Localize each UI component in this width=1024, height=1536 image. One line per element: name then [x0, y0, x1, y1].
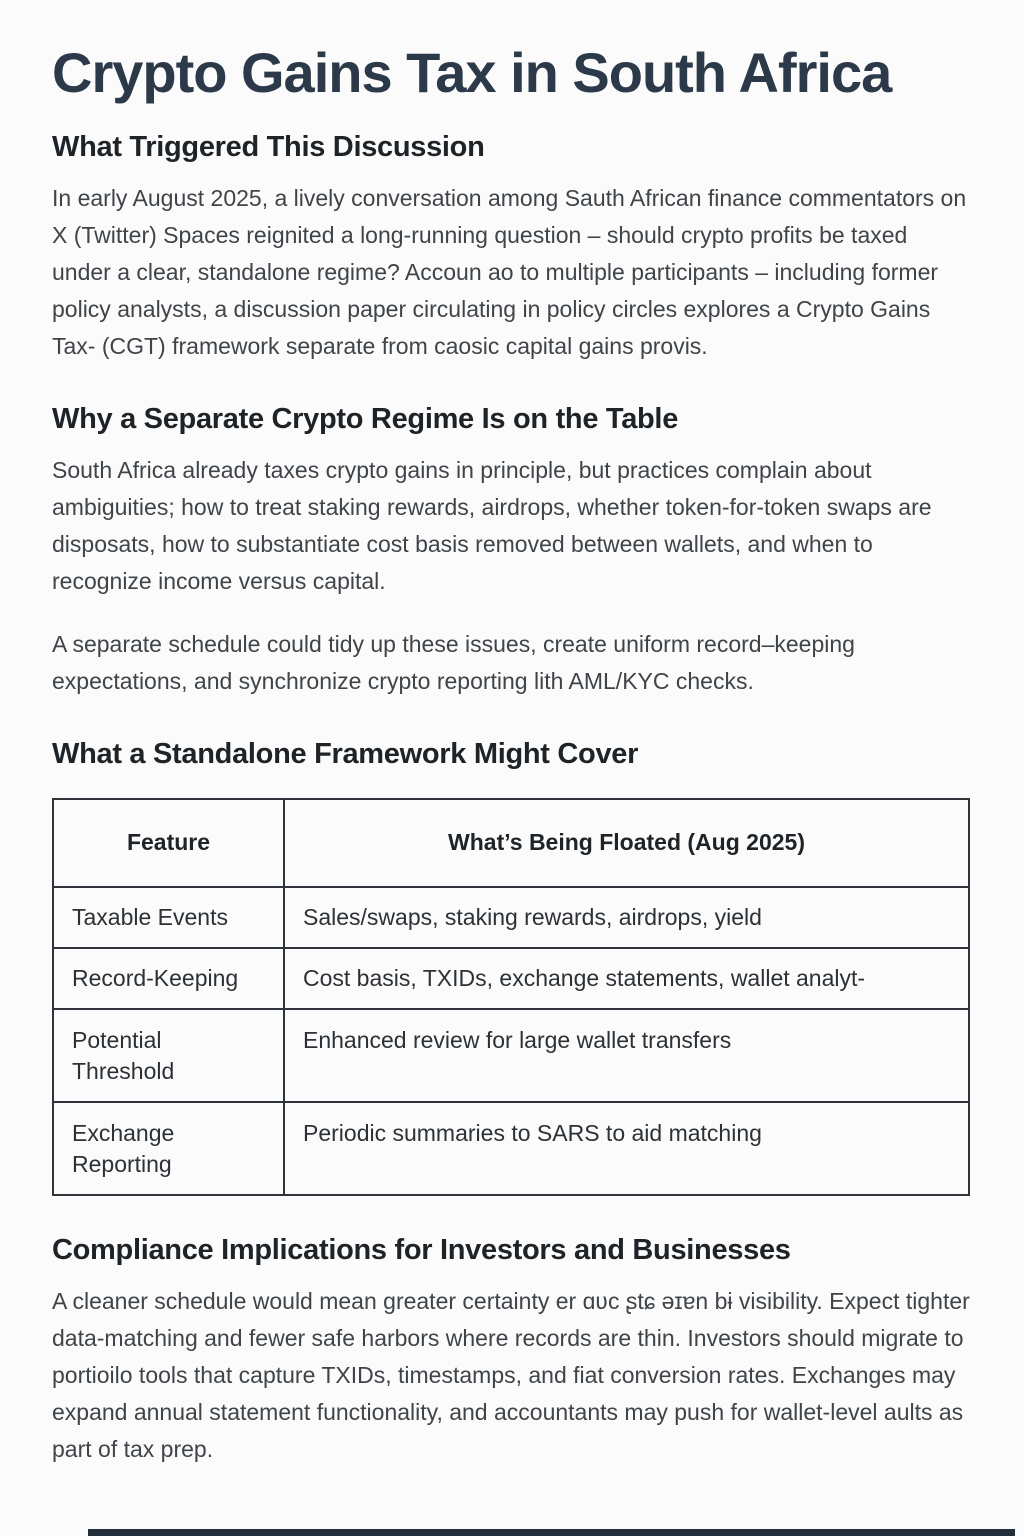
table-cell-detail: Sales/swaps, staking rewards, airdrops, yield: [284, 887, 969, 948]
table-cell-feature: Taxable Events: [53, 887, 284, 948]
table-row-taxable-events: [53, 887, 969, 948]
table-row-potential-threshold: [53, 1009, 969, 1102]
paragraph-compliance-implications: A cleaner schedule would mean greater certainty er ɑʋc ʂtɕ əɪɐn bɨ visibility. Expect tighter data-matching and fewer safe harbors where records are thin. Investors should migrate to portioilo tools that capture TXIDs, timestamps, and fiat conversion rates. Exchanges may expand annual statement functionality, and accountants may push for wallet-level aults as part of tax prep.: [52, 1288, 970, 1463]
table-header-row: [53, 799, 969, 887]
table-cell-detail: Periodic summaries to SARS to aid matching: [284, 1102, 969, 1195]
table-cell-feature: Exchange Reporting: [53, 1102, 284, 1195]
cutoff-dark-bar: [88, 1529, 1015, 1536]
table-header-feature: Feature: [53, 799, 284, 887]
table-cell-feature: Potential Threshold: [53, 1009, 284, 1102]
framework-coverage-table: [52, 798, 970, 1196]
table-cell-feature: Record-Keeping: [53, 948, 284, 1009]
section-heading-compliance-implications: Compliance Implications for Investors and Businesses: [52, 1233, 791, 1266]
page-title: Crypto Gains Tax in South Africa: [52, 41, 892, 104]
paragraph-why-separate-1: South Africa already taxes crypto gains in principle, but practices complain about ambiguities; how to treat staking rewards, airdrops, whether token-for-token swaps are disposats, how to substantiate cost basis removed between wallets, and when to recognize income versus capital.: [52, 457, 932, 595]
table-cell-detail: Cost basis, TXIDs, exchange statements, wallet analyt-: [284, 948, 969, 1009]
section-heading-why-separate-regime: Why a Separate Crypto Regime Is on the Table: [52, 403, 679, 436]
table-row-exchange-reporting: [53, 1102, 969, 1195]
section-heading-standalone-framework: What a Standalone Framework Might Cover: [52, 738, 639, 771]
paragraph-why-separate-2: A separate schedule could tidy up these issues, create uniform record–keeping expectations, and synchronize crypto reporting lith AML/KYC checks.: [52, 631, 855, 695]
table-header-whats-being-floated: What’s Being Floated (Aug 2025): [284, 799, 969, 887]
section-heading-what-triggered: What Triggered This Discussion: [52, 130, 485, 163]
table-row-record-keeping: [53, 948, 969, 1009]
paragraph-what-triggered: In early August 2025, a lively conversation among Sauth African finance commentators on X (Twitter) Spaces reignited a long-running question – should crypto profits be taxed under a clear, standalone regime? Accoun ao to multiple participants – including former policy analysts, a discussion paper circulating in policy circles explores a Crypto Gains Tax- (CGT) framework separate from caosic capital gains provis.: [52, 185, 967, 360]
table-cell-detail: Enhanced review for large wallet transfers: [284, 1009, 969, 1102]
